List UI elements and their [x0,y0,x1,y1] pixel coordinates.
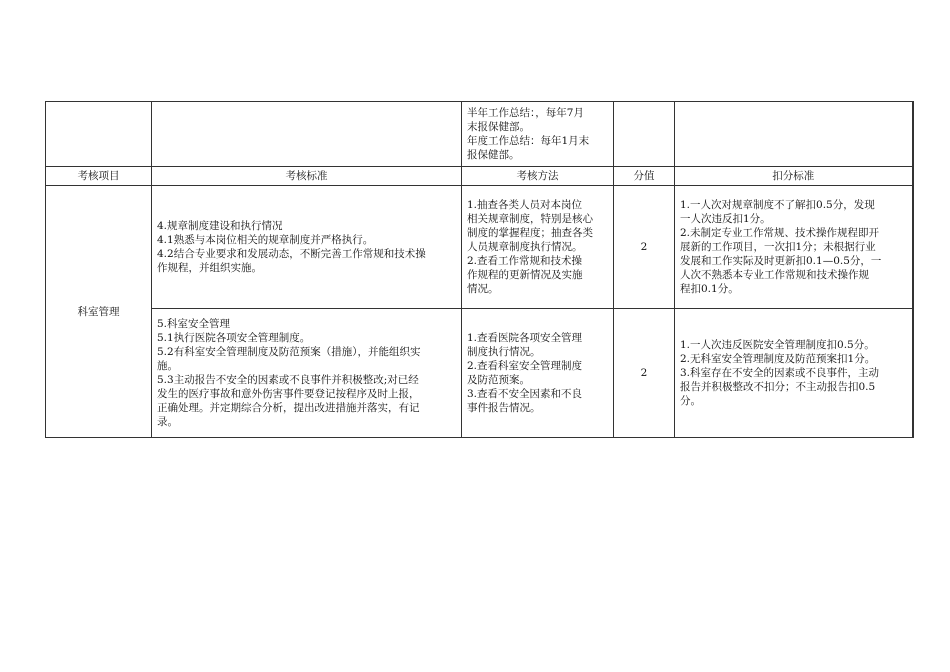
text-line: 3.科室存在不安全的因素或不良事件，主动 [680,367,880,379]
text-line: 4.规章制度建设和执行情况 [157,220,283,232]
text-line: 录。 [157,416,178,428]
text-line: 1.一人次违反医院安全管理制度扣0.5分。 [680,339,875,351]
text-line: 施。 [157,360,178,372]
text-line: 情况。 [467,283,499,295]
text-line: 2.查看科室安全管理制度 [467,360,583,372]
text-line: 相关规章制度，特别是核心 [467,213,593,225]
text-line: 程扣0.1分。 [680,283,739,295]
item-cell: 科室管理 [46,186,152,438]
text-line: 4.1熟悉与本岗位相关的规章制度并严格执行。 [157,234,374,246]
table-row [46,309,913,438]
text-line: 4.2结合专业要求和发展动态，不断完善工作常规和技术操 [157,248,426,260]
header-item: 考核项目 [46,167,152,186]
text-line: 5.1执行医院各项安全管理制度。 [157,332,311,344]
deduction-cell [675,309,913,438]
text-line: 作规程的更新情况及实施 [467,269,583,281]
text-line: 1.抽查各类人员对本岗位 [467,199,583,211]
text-line: 分。 [680,395,701,407]
header-standard: 考核标准 [152,167,462,186]
assessment-table [45,101,914,438]
header-deduction: 扣分标准 [675,167,913,186]
continuation-item-cell [46,102,152,167]
continuation-deduction-cell [675,102,913,167]
text-line: 1.一人次对规章制度不了解扣0.5分，发现 [680,199,875,211]
continuation-standard-cell [152,102,462,167]
text-line: 5.科室安全管理 [157,318,231,330]
header-method: 考核方法 [462,167,614,186]
deduction-cell [675,186,913,309]
text-line: 半年工作总结：，每年7月 [467,107,584,119]
text-line: 制度执行情况。 [467,346,541,358]
header-score: 分值 [614,167,675,186]
text-line: 1.查看医院各项安全管理 [467,332,583,344]
text-line: 发展和工作实际及时更新扣0.1—0.5分，一 [680,255,882,267]
header-row [46,167,913,186]
text-line: 2.查看工作常规和技术操 [467,255,583,267]
text-line: 5.2有科室安全管理制度及防范预案（措施），并能组织实 [157,346,421,358]
score-cell: 2 [614,186,675,309]
table-row [46,186,913,309]
text-line: 2.未制定专业工作常规、技术操作规程即开 [680,227,880,239]
text-line: 展新的工作项目，一次扣1分；未根据行业 [680,241,876,253]
text-line: 一人次违反扣1分。 [680,213,771,225]
text-line: 发生的医疗事故和意外伤害事件要登记按程序及时上报， [157,388,420,400]
method-cell [462,309,614,438]
text-line: 及防范预案。 [467,374,530,386]
text-line: 作规程，并组织实施。 [157,262,262,274]
continuation-score-cell [614,102,675,167]
text-line: 年度工作总结：每年1月末 [467,135,590,147]
text-line: 事件报告情况。 [467,402,541,414]
text-line: 人员规章制度执行情况。 [467,241,583,253]
text-line: 末报保健部。 [467,121,530,133]
method-cell [462,186,614,309]
continuation-row [46,102,913,167]
text-line: 人次不熟悉本专业工作常规和技术操作规 [680,269,869,281]
standard-cell [152,309,462,438]
text-line: 报告并积极整改不扣分；不主动报告扣0.5 [680,381,876,393]
standard-cell [152,186,462,309]
text-line: 2.无科室安全管理制度及防范预案扣1分。 [680,353,876,365]
text-line: 3.查看不安全因素和不良 [467,388,583,400]
text-line: 报保健部。 [467,149,520,161]
continuation-method-cell [462,102,614,167]
text-line: 正确处理。并定期综合分析，提出改进措施并落实，有记 [157,402,420,414]
text-line: 5.3主动报告不安全的因素或不良事件并积极整改;对已经 [157,374,419,386]
text-line: 制度的掌握程度；抽查各类 [467,227,593,239]
score-cell: 2 [614,309,675,438]
